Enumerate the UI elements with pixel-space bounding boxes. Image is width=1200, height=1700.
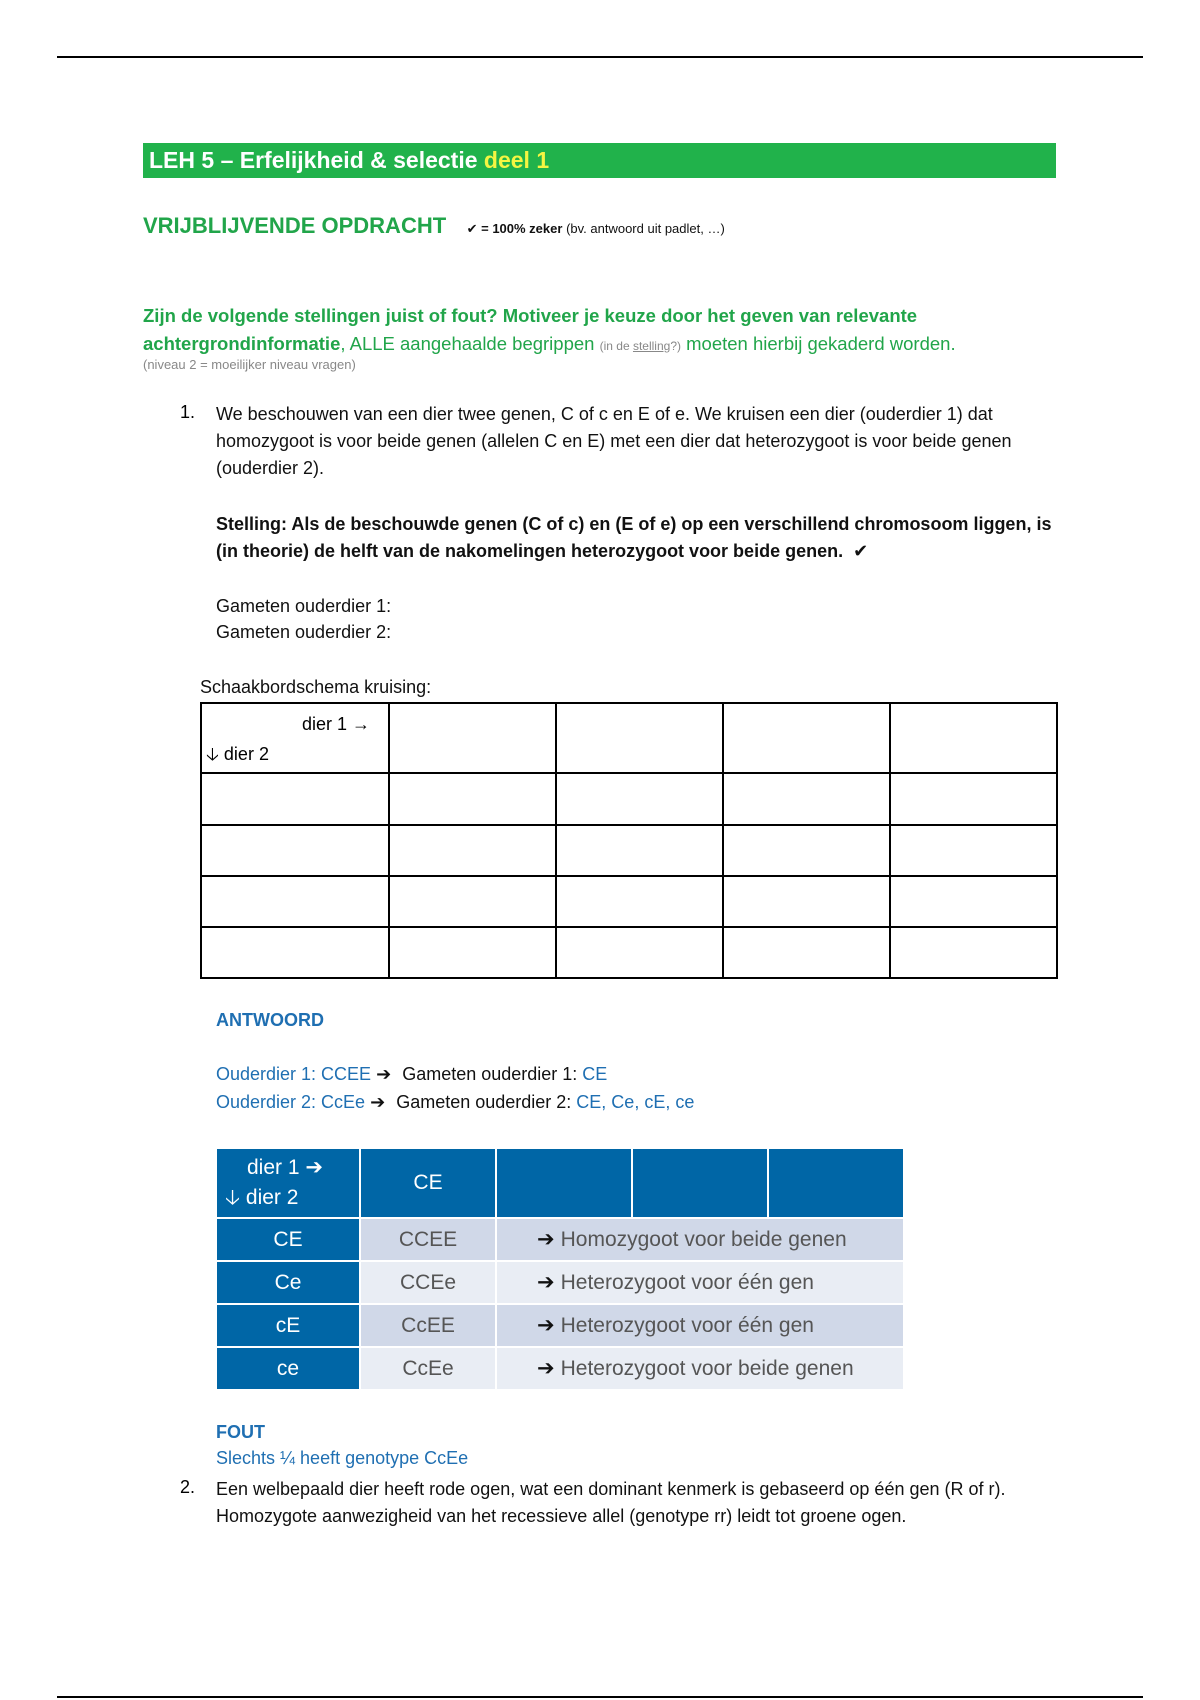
arrow-right-icon: ➔ — [537, 1314, 555, 1337]
row-header: ce — [217, 1347, 360, 1390]
description-text: Heterozygoot voor beide genen — [560, 1357, 854, 1380]
description-text: Heterozygoot voor één gen — [560, 1314, 814, 1337]
table-cell[interactable] — [556, 825, 723, 876]
answer-corner-cell — [217, 1149, 360, 1218]
answer-punnett-table — [217, 1149, 905, 1391]
small-post: ?) — [670, 339, 681, 353]
parent-1-genotype: Ouderdier 1: CCEE — [216, 1064, 372, 1084]
description-text: Heterozygoot voor één gen — [560, 1271, 814, 1294]
level-note: (niveau 2 = moeilijker niveau vragen) — [143, 357, 356, 372]
arrow-right-icon: ➔ — [537, 1271, 555, 1294]
table-header-row — [217, 1149, 904, 1218]
gametes-2-value: CE, Ce, cE, ce — [576, 1092, 695, 1112]
genotype-cell: CcEe — [360, 1347, 496, 1390]
table-cell[interactable] — [723, 876, 890, 927]
table-cell[interactable] — [556, 703, 723, 773]
table-cell[interactable] — [556, 927, 723, 978]
instruction-rest2: moeten hierbij gekaderd worden. — [686, 333, 956, 354]
table-cell[interactable] — [556, 876, 723, 927]
table-row — [217, 1347, 904, 1390]
question-1-number: 1. — [180, 402, 196, 422]
table-row — [201, 876, 1057, 927]
row-header: cE — [217, 1304, 360, 1347]
table-cell[interactable] — [890, 927, 1057, 978]
table-cell[interactable] — [201, 876, 389, 927]
certainty-note — [467, 221, 725, 236]
table-cell[interactable] — [890, 773, 1057, 825]
assignment-heading — [143, 213, 725, 239]
row-header: Ce — [217, 1261, 360, 1304]
statement-text: Stelling: Als de beschouwde genen (C of c) en (E of e) op een verschillend chromosoom liggen, is (in theorie) de helft van de nakomelingen heterozygoot voor beide genen. — [216, 514, 1052, 561]
description-cell — [496, 1261, 904, 1304]
page-title — [143, 143, 1056, 178]
answer-explanation: Slechts ¼ heeft genotype CcEe — [216, 1448, 469, 1468]
table-cell[interactable] — [890, 703, 1057, 773]
table-cell[interactable] — [389, 773, 556, 825]
bottom-rule — [57, 1696, 1143, 1698]
description-cell — [496, 1304, 904, 1347]
arrow-right-icon: ➔ — [376, 1064, 392, 1084]
description-cell — [496, 1347, 904, 1390]
small-pre: (in de — [599, 339, 630, 353]
table-corner-cell — [201, 703, 389, 773]
genotype-cell: CCEE — [360, 1218, 496, 1261]
certainty-note-text: (bv. antwoord uit padlet, …) — [566, 221, 725, 236]
table-cell[interactable] — [201, 825, 389, 876]
corner-top-label: dier 1 → — [301, 714, 370, 734]
table-cell[interactable] — [201, 773, 389, 825]
instruction-bold: Zijn de volgende stellingen juist of fout? Motiveer je keuze door het geven van relevante achtergrondinformatie — [143, 305, 918, 354]
certainty-note-bold: ✔ = 100% zeker — [466, 221, 563, 236]
column-header-empty — [768, 1149, 904, 1218]
instruction-rest1: , ALLE aangehaalde begrippen — [340, 333, 595, 354]
table-row — [201, 773, 1057, 825]
gametes-1-value: CE — [582, 1064, 608, 1084]
gametes-1-label: Gameten ouderdier 1: — [397, 1064, 583, 1084]
table-cell[interactable] — [389, 876, 556, 927]
top-rule — [57, 56, 1143, 58]
answer-corner-bottom: 🡣 dier 2 — [225, 1186, 299, 1209]
genotype-cell: CCEe — [360, 1261, 496, 1304]
assignment-label: VRIJBLIJVENDE OPDRACHT — [143, 213, 447, 238]
table-row — [217, 1261, 904, 1304]
table-cell[interactable] — [201, 927, 389, 978]
table-cell[interactable] — [723, 825, 890, 876]
table-row — [217, 1218, 904, 1261]
column-header-empty — [632, 1149, 768, 1218]
answer-line-2 — [216, 1092, 694, 1113]
question-2-number: 2. — [180, 1477, 196, 1497]
table-row — [201, 703, 1057, 773]
column-header-ce: CE — [360, 1149, 496, 1218]
table-cell[interactable] — [723, 927, 890, 978]
title-main: LEH 5 – Erfelijkheid & selectie — [149, 147, 478, 173]
answer-verdict: FOUT — [216, 1422, 265, 1442]
table-cell[interactable] — [389, 927, 556, 978]
table-cell[interactable] — [389, 703, 556, 773]
description-text: Homozygoot voor beide genen — [560, 1228, 847, 1251]
instruction-small — [600, 339, 681, 353]
arrow-right-icon: ➔ — [370, 1092, 386, 1112]
table-cell[interactable] — [890, 825, 1057, 876]
table-cell[interactable] — [556, 773, 723, 825]
check-icon: ✔ — [853, 541, 869, 561]
title-highlight: deel 1 — [483, 147, 550, 173]
table-row — [201, 927, 1057, 978]
punnett-blank-table — [200, 702, 1058, 979]
description-cell — [496, 1218, 904, 1261]
schema-label: Schaakbordschema kruising: — [200, 677, 432, 697]
table-row — [217, 1304, 904, 1347]
table-cell[interactable] — [890, 876, 1057, 927]
arrow-right-icon: ➔ — [537, 1357, 555, 1380]
table-row — [201, 825, 1057, 876]
gametes-parent-2: Gameten ouderdier 2: — [216, 622, 392, 642]
column-header-empty — [496, 1149, 632, 1218]
genotype-cell: CcEE — [360, 1304, 496, 1347]
question-2-text: Een welbepaald dier heeft rode ogen, wat een dominant kenmerk is gebaseerd op één gen (R of r). Homozygote aanwezigheid van het recessieve allel (genotype rr) leidt tot groene ogen. — [216, 1479, 1006, 1526]
table-cell[interactable] — [389, 825, 556, 876]
gametes-parent-1: Gameten ouderdier 1: — [216, 596, 392, 616]
corner-bottom-label: 🡣 dier 2 — [206, 744, 269, 764]
question-1-statement — [216, 511, 1066, 565]
small-link: stelling — [632, 339, 671, 353]
answer-line-1 — [216, 1064, 607, 1085]
answer-corner-top: dier 1 ➔ — [247, 1156, 323, 1179]
table-cell[interactable] — [723, 703, 890, 773]
row-header: CE — [217, 1218, 360, 1261]
parent-2-genotype: Ouderdier 2: CcEe — [216, 1092, 366, 1112]
instruction — [143, 302, 1063, 360]
arrow-right-icon: ➔ — [537, 1228, 555, 1251]
answer-heading: ANTWOORD — [216, 1010, 324, 1030]
gametes-2-label: Gameten ouderdier 2: — [391, 1092, 577, 1112]
table-cell[interactable] — [723, 773, 890, 825]
question-1-text: We beschouwen van een dier twee genen, C of c en E of e. We kruisen een dier (ouderdier 1) dat homozygoot is voor beide genen (allelen C en E) met een dier dat heterozygoot is voor beide genen (ouderdier 2). — [216, 404, 1012, 478]
